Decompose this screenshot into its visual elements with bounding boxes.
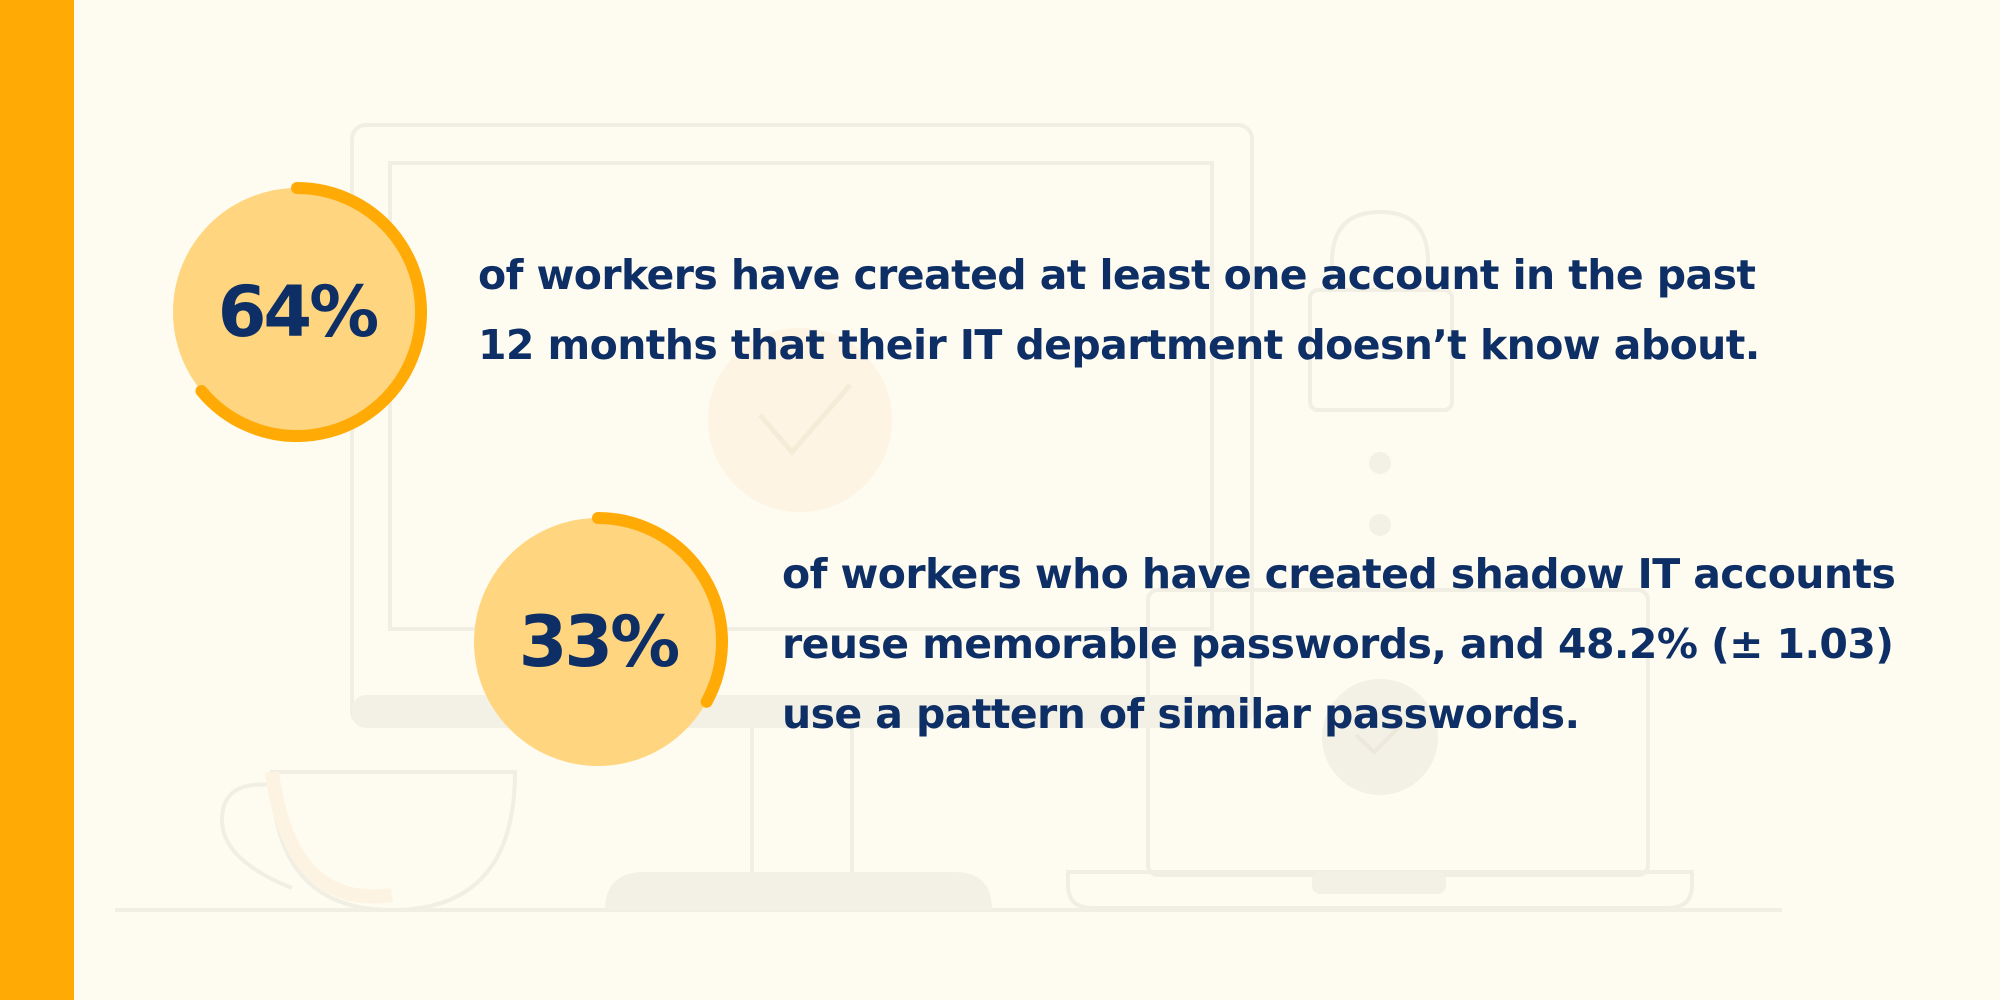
stat-line: use a pattern of similar passwords. — [782, 690, 1580, 738]
stat-ring-64 — [167, 182, 427, 442]
stat-value: 33% — [518, 601, 678, 683]
stat-line: reuse memorable passwords, and 48.2% (± 1.03) — [782, 620, 1894, 668]
stat-line: of workers who have created shadow IT accounts — [782, 550, 1896, 598]
coffee-cup-icon — [222, 772, 515, 910]
stat-value: 64% — [217, 271, 377, 353]
stat-line: 12 months that their IT department doesn’t know about. — [478, 321, 1760, 369]
stat-description — [782, 539, 1895, 749]
accent-bar — [0, 0, 74, 1000]
stat-description — [478, 240, 1760, 380]
stat-line: of workers have created at least one account in the past — [478, 251, 1756, 299]
stat-ring-33 — [468, 512, 728, 772]
